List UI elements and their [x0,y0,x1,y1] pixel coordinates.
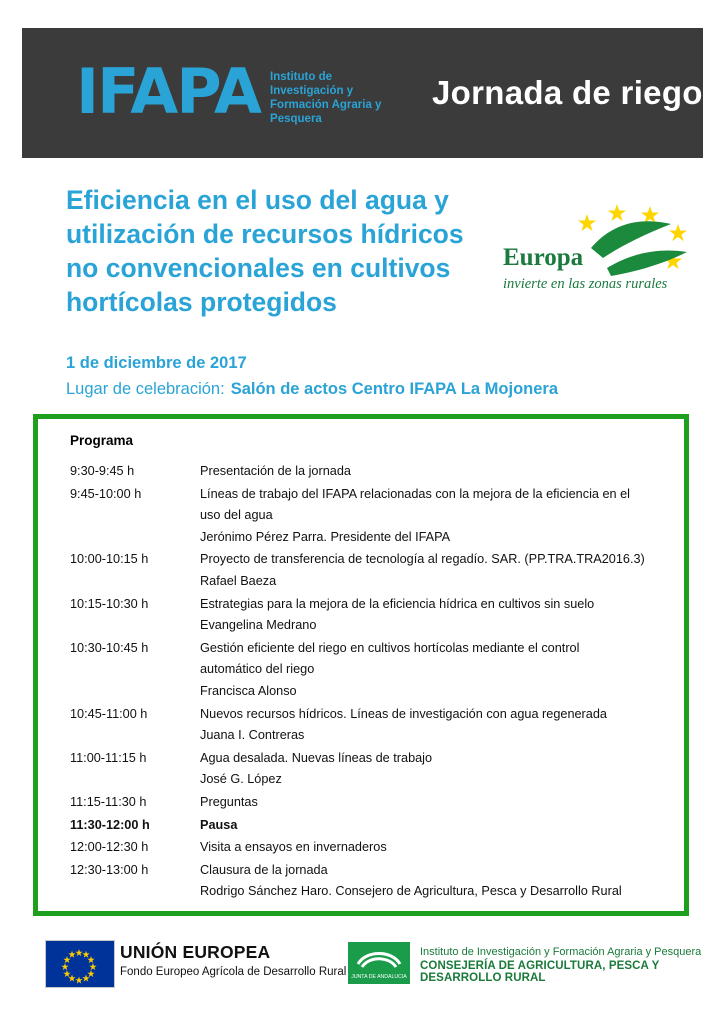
program-row-line: Evangelina Medrano [200,618,317,633]
program-row-time: 10:45-11:00 h [70,706,148,721]
program-row-time: 11:00-11:15 h [70,750,147,765]
program-row-line: Clausura de la jornada [200,862,328,877]
program-row-description [200,461,680,484]
program-row [60,815,680,838]
program-row [60,748,680,792]
program-row-time: 11:15-11:30 h [70,794,147,809]
junta-logo-caption: JUNTA DE ANDALUCIA [351,974,407,980]
program-row-line: Jerónimo Pérez Parra. Presidente del IFAPA [200,529,451,544]
eu-subtitle: Fondo Europeo Agrícola de Desarrollo Rural [120,966,347,978]
program-row [60,638,680,704]
event-place-label: Lugar de celebración: [66,380,225,398]
program-row-time: 10:00-10:15 h [70,552,149,567]
program-row-line: Rodrigo Sánchez Haro. Consejero de Agricultura, Pesca y Desarrollo Rural [200,884,622,899]
program-row-description [200,549,680,593]
program-table-body [60,461,680,904]
program-row-line: Nuevos recursos hídricos. Líneas de investigación con agua regenerada [200,706,607,721]
program-row-time: 11:30-12:00 h [70,817,150,832]
program-row [60,704,680,748]
program-row-description [200,704,680,748]
program-row-line: Gestión eficiente del riego en cultivos hortícolas mediante el control [200,640,580,655]
program-row-line: automático del riego [200,662,315,677]
ifapa-logo [76,55,390,128]
program-row-line: Preguntas [200,794,258,809]
program-row-line: Proyecto de transferencia de tecnología al regadío. SAR. (PP.TRA.TRA2016.3) [200,552,645,567]
program-row-time: 9:45-10:00 h [70,486,142,501]
event-date: 1 de diciembre de 2017 [66,354,247,372]
eu-flag-stars [46,941,112,985]
program-row-description [200,792,680,815]
program-row-line: Líneas de trabajo del IFAPA relacionadas con la mejora de la eficiencia en el [200,486,630,501]
program-heading: Programa [70,433,134,448]
program-row-description [200,638,680,704]
footer [0,928,725,998]
eu-title: UNIÓN EUROPEA [120,942,271,962]
europa-logo-name: Europa [503,244,584,271]
header-title: Jornada de riego [432,74,703,111]
program-row-line: Pausa [200,817,238,832]
junta-footer-text [420,946,725,984]
program-row-line: Rafael Baeza [200,573,277,588]
junta-consejeria-line: CONSEJERÍA DE AGRICULTURA, PESCA Y DESARROLLO RURAL [420,960,660,984]
program-row [60,860,680,904]
program-row-description [200,748,680,792]
junta-arcs-icon [356,948,402,968]
program-row-line: Estrategias para la mejora de la eficiencia hídrica en cultivos sin suelo [200,596,595,611]
europa-logo [495,196,705,306]
program-row [60,792,680,815]
program-row-time: 12:00-12:30 h [70,840,149,855]
program-row-line: Presentación de la jornada [200,464,351,478]
eu-footer-text [120,942,346,978]
europa-logo-slogan: invierte en las zonas rurales [503,276,668,292]
program-row [60,837,680,860]
program-row-description [200,815,680,838]
program-row-line: Visita a ensayos en invernaderos [200,840,387,855]
program-row-line: José G. López [200,772,282,787]
program-row-line: Juana I. Contreras [200,728,305,743]
eu-flag-icon [45,940,115,988]
program-row-description [200,484,680,550]
program-row-line: Agua desalada. Nuevas líneas de trabajo [200,750,433,765]
program-row-description [200,594,680,638]
junta-institute-line: Instituto de Investigación y Formación Agraria y Pesquera [420,946,702,958]
program-row-time: 9:30-9:45 h [70,464,135,478]
title-section [66,183,486,319]
ifapa-logo-text: IFAPA [76,55,261,128]
program-table [60,461,680,904]
program-row-line: uso del agua [200,508,273,523]
program-box [33,414,689,916]
event-place-value: Salón de actos Centro IFAPA La Mojonera [230,380,559,398]
program-row-line: Francisca Alonso [200,683,297,698]
page-title: Eficiencia en el uso del agua y utilización de recursos hídricos no convencionales en cultivos hortícolas protegidos [66,185,464,317]
program-row-time: 10:30-10:45 h [70,640,149,655]
header-band [22,28,703,158]
event-place [66,380,558,399]
program-row [60,594,680,638]
program-row [60,484,680,550]
ifapa-logo-subtitle: Instituto de Investigación y Formación Agraria y Pesquera [270,71,382,125]
program-row-description [200,860,680,904]
junta-de-andalucia-logo [348,942,410,984]
program-row [60,461,680,484]
program-row-time: 10:15-10:30 h [70,596,149,611]
program-row-time: 12:30-13:00 h [70,862,149,877]
program-row [60,549,680,593]
program-row-description [200,837,680,860]
